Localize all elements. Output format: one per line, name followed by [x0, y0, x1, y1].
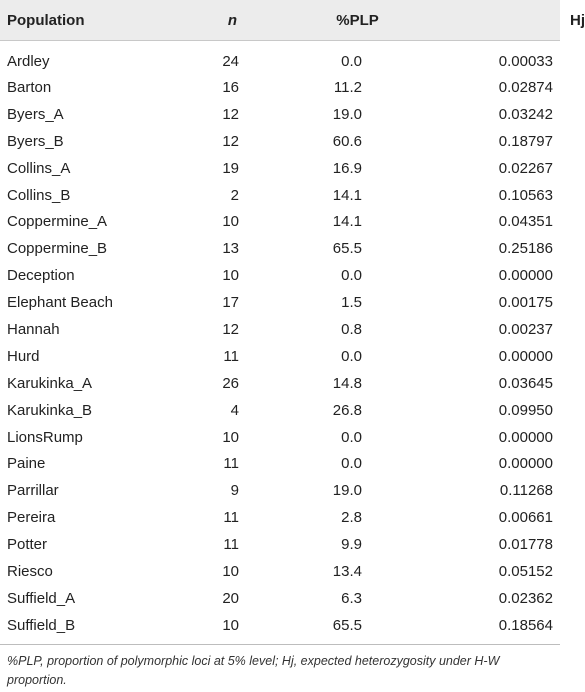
cell-plp: 26.8	[332, 401, 362, 419]
table-row	[0, 74, 560, 101]
table-row	[0, 208, 560, 235]
cell-population: Riesco	[7, 562, 53, 580]
header-row	[0, 0, 560, 41]
cell-population: Parrillar	[7, 482, 59, 500]
table-row	[0, 450, 560, 477]
cell-n: 12	[222, 320, 239, 338]
cell-n: 10	[222, 213, 239, 231]
table-row	[0, 343, 560, 370]
header-population: Population	[0, 0, 170, 41]
cell-plp: 14.1	[332, 213, 362, 231]
cell-n: 10	[222, 616, 239, 634]
cell-n: 13	[222, 240, 239, 258]
table-row	[0, 182, 560, 209]
cell-n: 26	[222, 374, 239, 392]
cell-plp: 14.1	[332, 186, 362, 204]
cell-n: 19	[222, 159, 239, 177]
cell-hj: 0.05152	[498, 562, 553, 580]
cell-population: Suffield_A	[7, 589, 76, 607]
cell-plp: 0.0	[341, 428, 362, 446]
table-row	[0, 397, 560, 424]
cell-plp: 14.8	[332, 374, 362, 392]
cell-hj: 0.18797	[498, 132, 553, 150]
cell-n: 2	[230, 186, 239, 204]
table-row	[0, 41, 560, 75]
header-hj: Hj	[420, 0, 560, 41]
cell-plp: 19.0	[332, 482, 362, 500]
cell-population: LionsRump	[7, 428, 83, 446]
cell-n: 11	[223, 455, 239, 473]
cell-plp: 60.6	[332, 132, 362, 150]
cell-hj: 0.25186	[498, 240, 553, 258]
cell-n: 4	[230, 401, 239, 419]
table-row	[0, 155, 560, 182]
cell-hj: 0.04351	[498, 213, 553, 231]
cell-plp: 65.5	[332, 616, 362, 634]
cell-population: Collins_B	[7, 186, 71, 204]
cell-plp: 13.4	[332, 562, 362, 580]
cell-hj: 0.00000	[498, 428, 553, 446]
cell-hj: 0.00033	[498, 52, 553, 70]
cell-hj: 0.00000	[498, 267, 553, 285]
cell-n: 12	[222, 105, 239, 123]
cell-hj: 0.02874	[498, 78, 553, 96]
cell-n: 11	[223, 347, 239, 365]
cell-hj: 0.03645	[498, 374, 553, 392]
table-row	[0, 316, 560, 343]
cell-n: 10	[222, 562, 239, 580]
cell-population: Suffield_B	[7, 616, 76, 634]
cell-hj: 0.00661	[498, 509, 553, 527]
cell-plp: 9.9	[341, 536, 362, 554]
cell-n: 17	[222, 294, 239, 312]
table-bottom-rule	[0, 644, 560, 645]
cell-n: 11	[223, 509, 239, 527]
cell-population: Karukinka_A	[7, 374, 93, 392]
cell-population: Barton	[7, 78, 52, 96]
cell-population: Karukinka_B	[7, 401, 93, 419]
cell-population: Elephant Beach	[7, 294, 113, 312]
table-footnote: %PLP, proportion of polymorphic loci at 5% level; Hj, expected heterozygosity under H-W proportion.	[7, 654, 500, 687]
header-plp: %PLP	[295, 0, 420, 41]
cell-hj: 0.09950	[498, 401, 553, 419]
cell-plp: 16.9	[332, 159, 362, 177]
table-header	[0, 0, 585, 41]
table-row	[0, 504, 560, 531]
cell-hj: 0.00237	[498, 320, 553, 338]
table-row	[0, 612, 560, 639]
cell-plp: 0.0	[341, 455, 362, 473]
cell-population: Deception	[7, 267, 75, 285]
cell-hj: 0.00000	[498, 455, 553, 473]
table-row	[0, 235, 560, 262]
cell-hj: 0.00000	[498, 347, 553, 365]
cell-hj: 0.02362	[498, 589, 553, 607]
cell-population: Pereira	[7, 509, 56, 527]
cell-population: Byers_B	[7, 132, 64, 150]
cell-plp: 1.5	[341, 294, 362, 312]
cell-plp: 19.0	[332, 105, 362, 123]
table-row	[0, 424, 560, 451]
cell-hj: 0.03242	[498, 105, 553, 123]
cell-population: Hannah	[7, 320, 60, 338]
cell-n: 20	[222, 589, 239, 607]
cell-population: Coppermine_B	[7, 240, 108, 258]
table-row	[0, 477, 560, 504]
cell-population: Ardley	[7, 52, 50, 70]
cell-population: Hurd	[7, 347, 40, 365]
cell-n: 24	[222, 52, 239, 70]
table-row	[0, 128, 560, 155]
table-row	[0, 558, 560, 585]
cell-plp: 0.0	[341, 52, 362, 70]
cell-population: Paine	[7, 455, 46, 473]
table-row	[0, 262, 560, 289]
table-row	[0, 531, 560, 558]
cell-plp: 0.8	[341, 320, 362, 338]
table-body	[0, 41, 560, 639]
cell-population: Coppermine_A	[7, 213, 108, 231]
cell-n: 11	[223, 536, 239, 554]
table-row	[0, 585, 560, 612]
cell-hj: 0.00175	[498, 294, 553, 312]
cell-hj: 0.01778	[498, 536, 553, 554]
cell-plp: 11.2	[333, 78, 362, 96]
table-row	[0, 101, 560, 128]
cell-plp: 0.0	[341, 347, 362, 365]
cell-plp: 0.0	[341, 267, 362, 285]
cell-plp: 6.3	[341, 589, 362, 607]
cell-n: 10	[222, 267, 239, 285]
table-row	[0, 289, 560, 316]
cell-n: 9	[230, 482, 239, 500]
cell-population: Collins_A	[7, 159, 71, 177]
header-n: n	[170, 0, 295, 41]
cell-n: 10	[222, 428, 239, 446]
cell-n: 16	[222, 78, 239, 96]
table-row	[0, 370, 560, 397]
cell-hj: 0.11268	[499, 482, 553, 500]
cell-plp: 65.5	[332, 240, 362, 258]
cell-n: 12	[222, 132, 239, 150]
cell-hj: 0.02267	[498, 159, 553, 177]
cell-population: Potter	[7, 536, 48, 554]
cell-hj: 0.10563	[498, 186, 553, 204]
cell-hj: 0.18564	[498, 616, 553, 634]
cell-population: Byers_A	[7, 105, 64, 123]
cell-plp: 2.8	[341, 509, 362, 527]
